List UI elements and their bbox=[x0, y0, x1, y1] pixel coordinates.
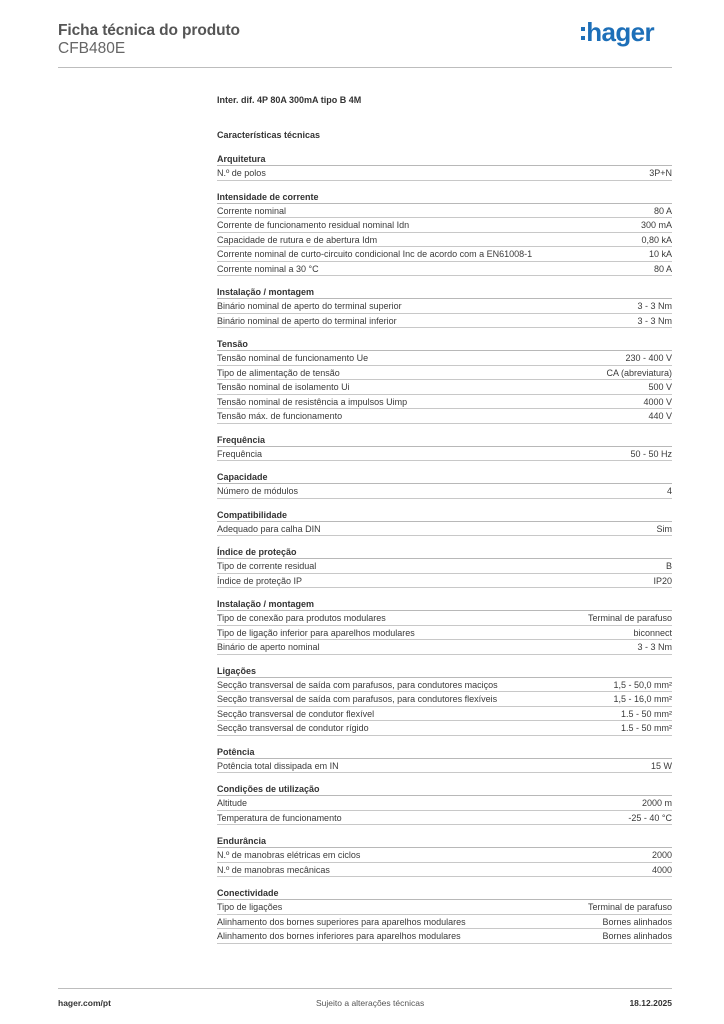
spec-row bbox=[217, 611, 672, 626]
section-title: Condições de utilização bbox=[217, 782, 672, 796]
spec-value: 10 kA bbox=[648, 249, 672, 259]
spec-row bbox=[217, 574, 672, 589]
spec-row bbox=[217, 678, 672, 693]
hager-logo bbox=[581, 19, 654, 45]
spec-section bbox=[217, 745, 672, 774]
spec-label: Tipo de corrente residual bbox=[217, 561, 317, 571]
spec-label: Tipo de ligação inferior para aparelhos modulares bbox=[217, 627, 415, 638]
spec-row bbox=[217, 351, 672, 366]
spec-section bbox=[217, 664, 672, 736]
page-title: Ficha técnica do produto bbox=[58, 22, 240, 39]
section-title: Arquitetura bbox=[217, 152, 672, 166]
section-title: Compatibilidade bbox=[217, 508, 672, 522]
spec-section bbox=[217, 433, 672, 462]
spec-value: 1.5 - 50 mm² bbox=[620, 723, 672, 733]
spec-label: Capacidade de rutura e de abertura Idm bbox=[217, 234, 378, 245]
spec-label: Binário nominal de aperto do terminal superior bbox=[217, 301, 402, 311]
footer-website[interactable]: hager.com/pt bbox=[58, 998, 111, 1008]
spec-value: 2000 bbox=[651, 850, 672, 860]
spec-row bbox=[217, 863, 672, 878]
spec-value: IP20 bbox=[653, 575, 672, 586]
section-title: Instalação / montagem bbox=[217, 285, 672, 299]
footer-date: 18.12.2025 bbox=[629, 998, 672, 1008]
spec-row bbox=[217, 299, 672, 314]
header-divider bbox=[58, 67, 672, 68]
page-header bbox=[58, 17, 672, 70]
section-title: Potência bbox=[217, 745, 672, 759]
spec-value: 1,5 - 16,0 mm² bbox=[613, 694, 672, 704]
spec-value: 50 - 50 Hz bbox=[630, 448, 672, 459]
spec-section bbox=[217, 597, 672, 655]
section-title: Ligações bbox=[217, 664, 672, 678]
spec-row bbox=[217, 915, 672, 930]
spec-value: 3 - 3 Nm bbox=[637, 642, 672, 652]
spec-row bbox=[217, 900, 672, 915]
footer-notice: Sujeito a alterações técnicas bbox=[316, 998, 425, 1008]
spec-label: Temperatura de funcionamento bbox=[217, 812, 342, 823]
spec-row bbox=[217, 218, 672, 233]
spec-label: Tipo de conexão para produtos modulares bbox=[217, 613, 386, 623]
spec-label: Tipo de alimentação de tensão bbox=[217, 367, 340, 378]
spec-row bbox=[217, 559, 672, 574]
spec-label: Alinhamento dos bornes inferiores para aparelhos modulares bbox=[217, 931, 461, 941]
spec-section bbox=[217, 508, 672, 537]
spec-row bbox=[217, 395, 672, 410]
spec-value: biconnect bbox=[633, 627, 672, 638]
section-title: Capacidade bbox=[217, 470, 672, 484]
spec-value: -25 - 40 °C bbox=[628, 812, 672, 823]
spec-row bbox=[217, 262, 672, 277]
spec-value: 80 A bbox=[653, 205, 672, 216]
spec-value: 4000 bbox=[651, 864, 672, 875]
spec-value: 440 V bbox=[648, 411, 672, 421]
spec-label: Corrente de funcionamento residual nominal Idn bbox=[217, 220, 410, 230]
spec-value: B bbox=[665, 561, 672, 571]
spec-label: Secção transversal de saída com parafusos, para condutores flexíveis bbox=[217, 694, 498, 704]
section-title: Conectividade bbox=[217, 886, 672, 900]
spec-value: 15 W bbox=[650, 760, 672, 771]
spec-value: 4 bbox=[666, 486, 672, 496]
spec-label: Tipo de ligações bbox=[217, 902, 283, 912]
spec-value: CA (abreviatura) bbox=[606, 367, 672, 378]
spec-label: Adequado para calha DIN bbox=[217, 523, 321, 534]
tech-characteristics-heading: Características técnicas bbox=[217, 130, 321, 140]
spec-section bbox=[217, 152, 672, 181]
spec-value: 0,80 kA bbox=[641, 234, 672, 245]
spec-label: N.º de manobras elétricas em ciclos bbox=[217, 850, 361, 860]
spec-row bbox=[217, 811, 672, 826]
spec-value: 3P+N bbox=[649, 168, 672, 178]
spec-row bbox=[217, 204, 672, 219]
spec-value: Bornes alinhados bbox=[602, 916, 672, 927]
spec-row bbox=[217, 409, 672, 424]
spec-row bbox=[217, 759, 672, 774]
spec-label: Binário nominal de aperto do terminal inferior bbox=[217, 315, 397, 326]
spec-label: Corrente nominal a 30 °C bbox=[217, 263, 319, 274]
spec-value: 500 V bbox=[648, 382, 672, 392]
spec-value: 230 - 400 V bbox=[625, 353, 672, 363]
spec-sections bbox=[217, 152, 672, 944]
spec-section bbox=[217, 337, 672, 424]
spec-value: 3 - 3 Nm bbox=[637, 301, 672, 311]
spec-value: 2000 m bbox=[641, 798, 672, 808]
section-title: Tensão bbox=[217, 337, 672, 351]
spec-label: Corrente nominal de curto-circuito condicional Inc de acordo com a EN61008-1 bbox=[217, 249, 533, 259]
spec-row bbox=[217, 929, 672, 944]
spec-row bbox=[217, 626, 672, 641]
spec-label: Secção transversal de condutor flexível bbox=[217, 708, 375, 719]
spec-label: Binário de aperto nominal bbox=[217, 642, 320, 652]
spec-row bbox=[217, 796, 672, 811]
spec-row bbox=[217, 447, 672, 462]
spec-label: N.º de polos bbox=[217, 168, 266, 178]
spec-section bbox=[217, 834, 672, 877]
logo-dots-icon bbox=[581, 27, 585, 40]
spec-row bbox=[217, 721, 672, 736]
spec-value: 1,5 - 50,0 mm² bbox=[613, 679, 672, 690]
section-title: Endurância bbox=[217, 834, 672, 848]
spec-content bbox=[217, 95, 672, 953]
spec-label: Secção transversal de condutor rígido bbox=[217, 723, 369, 733]
logo-wordmark: hager bbox=[586, 17, 654, 47]
spec-row bbox=[217, 692, 672, 707]
spec-section bbox=[217, 285, 672, 328]
spec-label: Índice de proteção IP bbox=[217, 575, 303, 586]
spec-row bbox=[217, 484, 672, 499]
spec-label: Tensão nominal de isolamento Ui bbox=[217, 382, 350, 392]
page-footer bbox=[58, 988, 672, 1008]
section-title: Intensidade de corrente bbox=[217, 190, 672, 204]
spec-value: 3 - 3 Nm bbox=[637, 315, 672, 326]
spec-label: Altitude bbox=[217, 798, 248, 808]
spec-value: 1.5 - 50 mm² bbox=[620, 708, 672, 719]
spec-section bbox=[217, 470, 672, 499]
spec-value: 4000 V bbox=[643, 396, 672, 407]
section-title: Instalação / montagem bbox=[217, 597, 672, 611]
spec-value: Bornes alinhados bbox=[602, 931, 672, 941]
spec-label: Alinhamento dos bornes superiores para aparelhos modulares bbox=[217, 916, 466, 927]
spec-value: 80 A bbox=[653, 263, 672, 274]
spec-label: Tensão nominal de resistência a impulsos Uimp bbox=[217, 396, 408, 407]
spec-value: Terminal de parafuso bbox=[587, 902, 672, 912]
product-code: CFB480E bbox=[58, 40, 126, 57]
product-description: Inter. dif. 4P 80A 300mA tipo B 4M bbox=[217, 95, 362, 105]
spec-row bbox=[217, 640, 672, 655]
spec-row bbox=[217, 166, 672, 181]
spec-row bbox=[217, 522, 672, 537]
spec-label: Potência total dissipada em IN bbox=[217, 760, 339, 771]
spec-row bbox=[217, 707, 672, 722]
spec-section bbox=[217, 782, 672, 825]
spec-value: 300 mA bbox=[640, 220, 672, 230]
spec-label: Número de módulos bbox=[217, 486, 299, 496]
spec-row bbox=[217, 380, 672, 395]
spec-label: Tensão nominal de funcionamento Ue bbox=[217, 353, 369, 363]
spec-label: Corrente nominal bbox=[217, 205, 287, 216]
spec-row bbox=[217, 247, 672, 262]
spec-row bbox=[217, 314, 672, 329]
section-title: Frequência bbox=[217, 433, 672, 447]
spec-section bbox=[217, 545, 672, 588]
spec-row bbox=[217, 848, 672, 863]
section-title: Índice de proteção bbox=[217, 545, 672, 559]
spec-section bbox=[217, 190, 672, 277]
spec-section bbox=[217, 886, 672, 944]
spec-value: Terminal de parafuso bbox=[587, 613, 672, 623]
spec-row bbox=[217, 366, 672, 381]
spec-label: N.º de manobras mecânicas bbox=[217, 864, 330, 875]
spec-row bbox=[217, 233, 672, 248]
spec-value: Sim bbox=[656, 523, 672, 534]
spec-label: Secção transversal de saída com parafusos, para condutores maciços bbox=[217, 679, 498, 690]
spec-label: Tensão máx. de funcionamento bbox=[217, 411, 343, 421]
spec-label: Frequência bbox=[217, 448, 263, 459]
